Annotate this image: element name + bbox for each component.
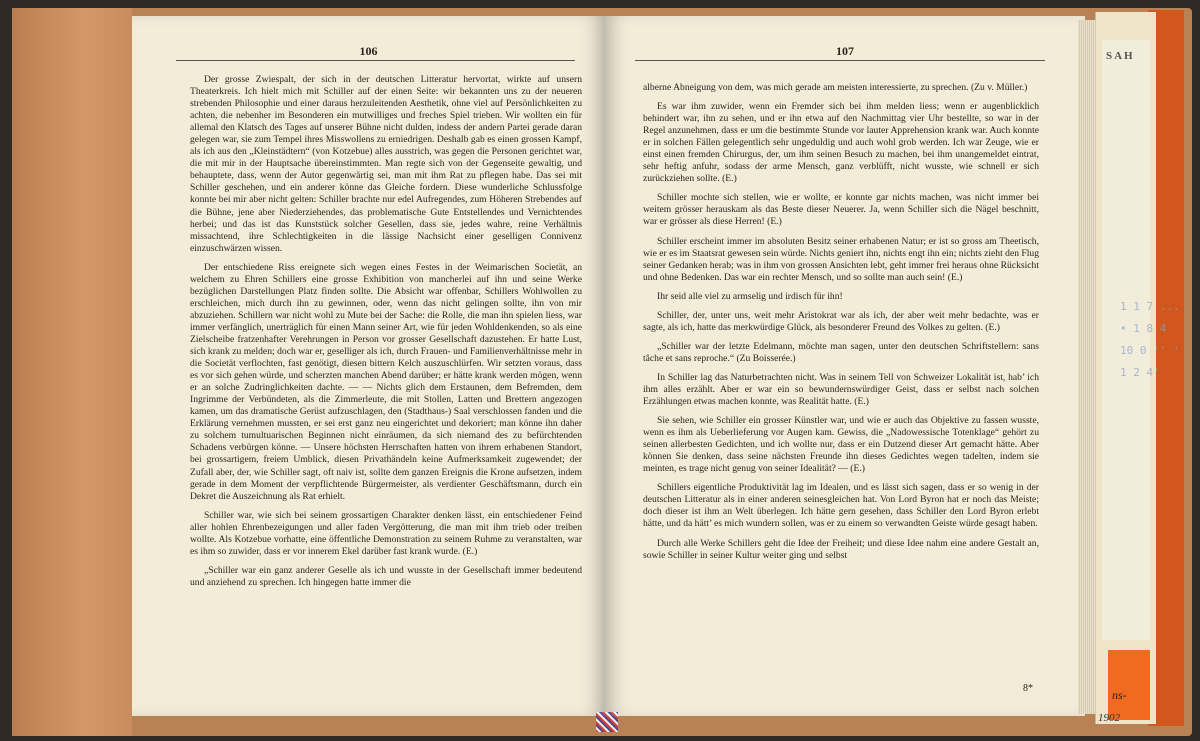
paragraph: Schillers eigentliche Produktivität lag im Idealen, und es lässt sich sagen, dass er so wenig in der deutschen Litteratur als in einer anderen seinesgleichen hat. Von Lord Byron hat er noch das Meiste; doch dieser ist ihm an Welt überlegen. Ich hätte gern gesehen, dass Schiller den Lord Byron erlebt hätte, und da hätt’ es mich wundern sollen, was er zu einem so verwandten Geiste würde gesagt haben. — [643, 482, 1039, 530]
paragraph: „Schiller war ein ganz anderer Geselle als ich und wusste in der Gesellschaft immer bedeutend und anziehend zu sprechen. Ich hingegen hatte immer die — [190, 564, 582, 588]
paragraph: Ihr seid alle viel zu armselig und irdisch für ihn! — [657, 290, 843, 302]
tab-label: SAH — [1106, 50, 1135, 62]
signature-mark: 8* — [1023, 683, 1033, 694]
ghost-line: 1 1 7 ... — [1120, 300, 1180, 313]
page-number: 106 — [359, 44, 378, 58]
paragraph: alberne Abneigung von dem, was mich gerade am meisten interessierte, zu sprechen. (Zu v. Müller.) — [643, 82, 1028, 93]
paragraph: Es war ihm zuwider, wenn ein Fremder sich bei ihm melden liess; wenn er augenblicklich behindert war, ihn zu sehen, und er ihn etwa auf den Nachmittag vier Uhr bestellte, so war in der Regel anzunehmen, dass er um die bestimmte Stunde vor lauter Apprehension krank war. Auch konnte er in solchen Fällen gelegentlich sehr ungeduldig und auch wohl grob werden. Ich war Zeuge, wie er einst einen fremden Chirurgus, der, um ihm seinen Besuch zu machen, bei ihm unangemeldet eintrat, sehr heftig anfuhr, sodass der arme Mensch, ganz verblüfft, nicht wusste, wie schnell er sich zurückziehen sollte. (E.) — [643, 101, 1039, 185]
page-text — [643, 82, 1039, 569]
left-page — [132, 16, 605, 716]
pencil-year: 1902 — [1098, 712, 1120, 724]
page-edges — [1078, 20, 1096, 714]
sticker-text: ns- — [1112, 688, 1127, 702]
paragraph: Schiller war, wie sich bei seinem grossartigen Charakter denken lässt, ein entschiedener Feind aller hohlen Ehrenbezeigungen und aller faden Vergötterung, die man mit ihm trieb oder treiben wollte. Als Kotzebue vorhatte, eine öffentliche Demonstration zu seinem Ruhme zu veranstalten, war es ihm so zuwider, dass er vor innerem Ekel darüber fast krank wurde. (E.) — [190, 509, 582, 557]
paragraph: Sie sehen, wie Schiller ein grosser Künstler war, und wie er auch das Objektive zu fassen wusste, wenn es ihm als Ueberlieferung vor Augen kam. Gewiss, die „Nadowessische Totenklage“ gehört zu seinen allerbesten Gedichten, und ich wollte nur, dass er ein Dutzend dieser Art gemacht hätte. Aber können Sie denken, dass seine nächsten Freunde ihn dieses Gedichtes wegen tadelten, indem sie meinten, es trage nicht genug von seiner Idealität? — (E.) — [643, 415, 1039, 475]
paragraph: Schiller mochte sich stellen, wie er wollte, er konnte gar nichts machen, was nicht immer bei weitem grösser herauskam als das Beste dieser Neuerer. Ja, wenn Schiller sich die Nägel beschnitt, war er grösser als diese Herren! (E.) — [643, 192, 1039, 228]
header-rule — [635, 60, 1045, 61]
white-index-tab — [1102, 40, 1150, 640]
ghost-line: 1 2 4' — [1120, 366, 1160, 379]
page-number: 107 — [836, 44, 854, 58]
ghost-line: • 1 8 4 — [1120, 322, 1167, 335]
bookmark-ribbon — [596, 712, 618, 732]
ghost-line: 10 0 '' ' — [1120, 344, 1180, 357]
paragraph: Schiller erscheint immer im absoluten Besitz seiner erhabenen Natur; er ist so gross am Theetisch, wie er es im Staatsrat gewesen sein würde. Nichts geniert ihn, nichts engt ihn ein; nichts zieht den Flug seiner Gedanken herab; was in ihm von grossen Ansichten lebt, geht immer frei heraus ohne Rücksicht und ohne Bedenken. Das war ein rechter Mensch, und so sollte man auch sein! (E.) — [643, 235, 1039, 283]
page-text — [190, 74, 582, 596]
header-rule — [176, 60, 575, 61]
paragraph: Schiller, der, unter uns, weit mehr Aristokrat war als ich, der aber weit mehr bedachte, was er sagte, als ich, hatte das merkwürdige Glück, als besonderer Freund des Volkes zu gelten. (E.) — [643, 309, 1039, 333]
paragraph: Der grosse Zwiespalt, der sich in der deutschen Litteratur hervortat, wirkte auf unsern Theaterkreis. Ich hielt mich mit Schiller auf der einen Seite: wir bekannten uns zu der neueren strebenden Philosophie und einer daraus herzuleitenden Aesthetik, ohne viel auf Persönlichkeiten zu achten, die nebenher im Besonderen ein mutwilliges und freches Spiel trieben. Wir wollten ein für allemal den Klatsch des Tages auf unserer Bühne nicht dulden, indess der andern Partei gerade daran gelegen war, sie zum Tempel ihres Misswollens zu erniedrigen. Deshalb gab es einen grossen Kampf, als ich aus den „Kleinstädtern“ (von Kotzebue) alles ausstrich, was gegen die Personen gerichtet war, die mit mir in der Hauptsache übereinstimmten. Man regte sich von der Gegenseite gewaltig, und behauptete, dass, wenn der Autor gegenwärtig sei, man mit ihm Rat zu pflegen habe. Das sei mit Schiller geschehen, und ein anderer könne das Gleiche fordern. Diese wunderliche Schlussfolge konnte bei mir aber nicht gelten: Schiller brachte nur edel Aufregendes, zum Höheren Strebendes auf die Bühne, jene aber Niederziehendes, das problematische Gute Entstellendes und Vernichtendes herbei; und das ist das Kunststück solcher Gesellen, dass sie, jedes wahre, reine Verhältnis missachtend, ihre Schlechtigkeiten in die lässige Nachsicht einer geselligen Connivenz einzuschwärzen wissen. — [190, 74, 582, 254]
paragraph: In Schiller lag das Naturbetrachten nicht. Was in seinem Tell von Schweizer Lokalität ist, hab’ ich ihm alles erzählt. Aber er war ein so bewundernswürdiger Geist, dass er selbst nach solchen Erzählungen etwas machen konnte, was Realität hatte. (E.) — [643, 371, 1039, 408]
orange-sticker — [1108, 650, 1150, 720]
paragraph: Der entschiedene Riss ereignete sich wegen eines Festes in der Weimarischen Societät, an welchem zu Ehren Schillers eine grosse Exhibition von mancherlei auf ihn und seine Werke bezüglichen Darstellungen Platz finden sollte. Die Absicht war offenbar, Schillers Wohlwollen zu erschleichen, mich durch ihn zu gewinnen, oder, wenn das nicht gelingen sollte, ihn von mir abzuziehen. Schillern war nicht wohl zu Mute bei der Sache: die Rolle, die man ihn spielen liess, war immer verfänglich, unerträglich für einen Mann seiner Art, wie für jeden Wohldenkenden, so als eine Zielscheibe fratzenhafter Verehrungen in Person vor grosser Gesellschaft dazustehen. Er hatte Lust, sich krank zu melden; doch war er, geselliger als ich, durch Frauen- und Familienverhältnisse mehr in die Societät verflochten, fast genötigt, diesen bittern Kelch auszuschlürfen. Wir setzten voraus, dass es vor sich gehen würde, und scherzten manchen Abend darüber; er hätte krank werden mögen, wenn er an solche Zudringlichkeiten dachte. — — Nichts glich dem Erstaunen, dem Befremden, dem Ingrimme der Verbündeten, als die Zimmerleute, die mit Stollen, Latten und Brettern angezogen kamen, um das dramatische Gerüst aufzuschlagen, den (Stadthaus-) Saal verschlossen fanden und die Erklärung vernehmen mussten, er sei erst ganz neu eingerichtet und dekoriert; man könne ihn daher zu solchem tumultuarischen Beginnen nicht einräumen, da sich niemand des zu befürchtenden Schadens verbürgen könne. — Unsere höchsten Herrschaften hatten von ihrem erhabenen Standort, bei grossartigem, freiem Umblick, diesen Privathändeln keine Aufmerksamkeit zugewendet; der Zufall aber, der, wie Schiller sagt, oft naiv ist, sollte dem ganzen Ereignis die Krone aufsetzen, indem gerade in dem Moment der verpflichtende Bürgermeister, als verdienter Geschäftsmann, durch ein Dekret die Auszeichnung als Rat erhielt. — [190, 261, 582, 502]
paragraph: „Schiller war der letzte Edelmann, möchte man sagen, unter den deutschen Schriftstellern: sans tâche et sans reproche.“ (Zu Boisserée.) — [643, 340, 1039, 364]
right-page — [605, 16, 1085, 716]
paragraph: Durch alle Werke Schillers geht die Idee der Freiheit; und diese Idee nahm eine andere Gestalt an, sowie Schiller in seiner Kultur weiter ging und selbst — [643, 537, 1039, 561]
cover-flap — [12, 8, 132, 736]
